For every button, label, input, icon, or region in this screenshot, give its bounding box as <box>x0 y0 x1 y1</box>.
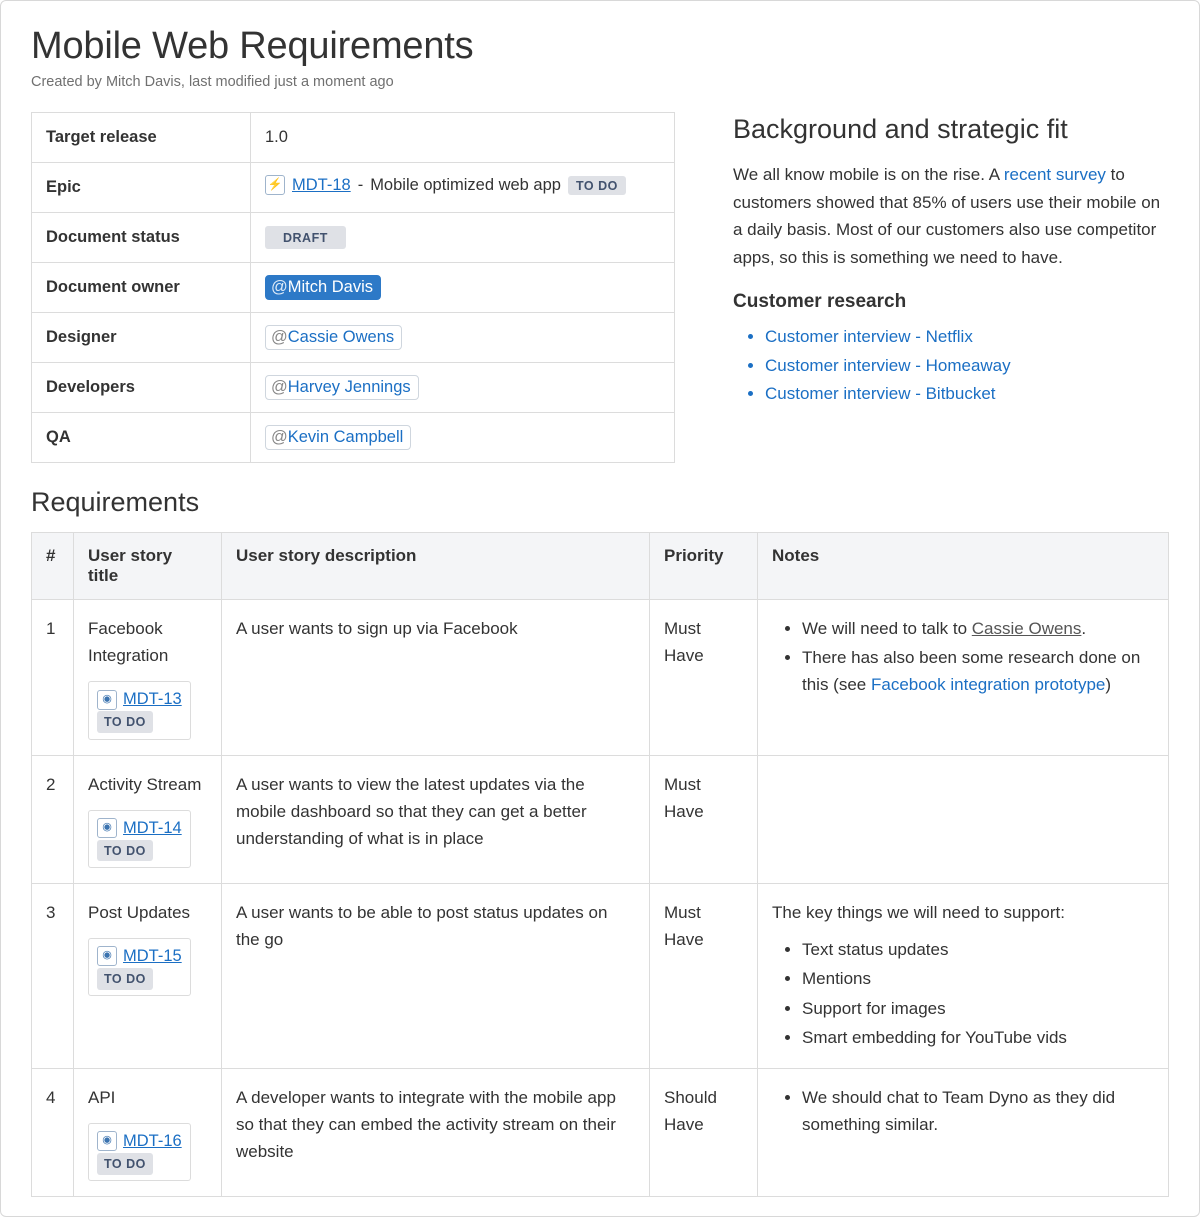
at-symbol: @ <box>271 328 288 346</box>
row-number: 2 <box>32 755 74 883</box>
column-header-description: User story description <box>222 533 650 600</box>
notes-list <box>772 615 1154 699</box>
property-label: Document owner <box>32 263 251 313</box>
row-number: 4 <box>32 1068 74 1196</box>
separator: - <box>357 175 364 194</box>
jira-card-row <box>97 688 182 710</box>
note-text: We will need to talk to <box>802 619 972 638</box>
epic-bolt-icon <box>265 175 285 195</box>
background-heading: Background and strategic fit <box>733 114 1068 144</box>
background-text-lead: We all know mobile is on the rise. A <box>733 165 1004 184</box>
requirements-heading: Requirements <box>31 487 200 517</box>
column-header-title: User story title <box>74 533 222 600</box>
at-symbol: @ <box>271 278 288 296</box>
prototype-link[interactable]: Facebook integration prototype <box>870 675 1106 695</box>
jira-card-row <box>97 1130 182 1152</box>
jira-story-card[interactable] <box>88 1123 191 1181</box>
row-description: A user wants to be able to post status updates on the go <box>222 883 650 1068</box>
property-value-qa <box>251 413 675 463</box>
row-priority: Should Have <box>650 1068 758 1196</box>
mention-name: Cassie Owens <box>287 328 395 346</box>
jira-story-card[interactable] <box>88 681 191 739</box>
customer-research-heading: Customer research <box>733 291 907 313</box>
jira-issue-key-link[interactable]: MDT-15 <box>123 947 182 966</box>
page-title: Mobile Web Requirements <box>31 25 474 67</box>
jira-issue-key-link[interactable]: MDT-14 <box>123 818 182 837</box>
story-title-text: Post Updates <box>88 902 191 922</box>
jira-card-status-row <box>97 712 153 731</box>
row-title <box>74 1068 222 1196</box>
epic-summary: Mobile optimized web app <box>370 175 561 194</box>
row-priority: Must Have <box>650 883 758 1068</box>
note-text: There has also been some research done on this (see <box>802 648 1141 695</box>
table-row <box>32 1068 1169 1196</box>
mention-chip[interactable] <box>265 275 381 300</box>
table-header-row <box>32 533 1169 600</box>
story-title-text: Activity Stream <box>88 774 202 794</box>
background-text-tail: to customers showed that 85% of users use their mobile on a daily basis. Most of our customers also use competitor apps, so this is something we need to have. <box>733 165 1161 267</box>
list-item: • Mentions <box>802 965 1154 992</box>
jira-issue-key-link[interactable]: MDT-18 <box>292 175 351 194</box>
story-icon <box>97 946 117 966</box>
jira-card-row <box>97 945 182 967</box>
property-label: Designer <box>32 313 251 363</box>
list-item <box>802 644 1154 698</box>
property-label: Developers <box>32 363 251 413</box>
property-value-developers <box>251 363 675 413</box>
property-value-document-owner <box>251 263 675 313</box>
story-title-text: API <box>88 1087 116 1107</box>
column-header-number: # <box>32 533 74 600</box>
jira-issue-key-link[interactable]: MDT-16 <box>123 1132 182 1151</box>
jira-card-status-row <box>97 968 153 987</box>
list-item <box>765 323 1169 352</box>
story-icon <box>97 1131 117 1151</box>
story-title-text: Facebook Integration <box>88 619 169 666</box>
requirements-table <box>31 532 1169 1197</box>
property-value-designer <box>251 313 675 363</box>
table-row <box>32 883 1169 1068</box>
list-item <box>802 615 1154 642</box>
row-description: A user wants to sign up via Facebook <box>222 600 650 756</box>
document-properties-table <box>31 112 675 463</box>
jira-issue-chip[interactable] <box>265 175 626 195</box>
property-value-target-release: 1.0 <box>251 113 675 163</box>
table-row <box>32 213 675 263</box>
status-badge: TO DO <box>97 1153 153 1175</box>
jira-card-status-row <box>97 840 153 859</box>
at-symbol: @ <box>271 378 288 396</box>
table-row <box>32 163 675 213</box>
row-notes <box>758 755 1169 883</box>
row-description: A developer wants to integrate with the mobile app so that they can embed the activity stream on their website <box>222 1068 650 1196</box>
notes-list <box>772 1084 1154 1138</box>
list-item: • Smart embedding for YouTube vids <box>802 1024 1154 1051</box>
customer-interview-link[interactable]: Customer interview - Homeaway <box>765 355 1011 375</box>
customer-research-list <box>733 323 1169 409</box>
story-icon <box>97 690 117 710</box>
customer-interview-link[interactable]: Customer interview - Bitbucket <box>765 384 996 404</box>
table-row <box>32 600 1169 756</box>
status-badge: TO DO <box>97 711 153 733</box>
background-paragraph <box>733 161 1169 271</box>
property-value-epic <box>251 163 675 213</box>
story-icon <box>97 818 117 838</box>
list-item <box>765 380 1169 409</box>
jira-card-status-row <box>97 1153 153 1172</box>
notes-list <box>772 936 1154 1051</box>
row-number: 3 <box>32 883 74 1068</box>
row-number: 1 <box>32 600 74 756</box>
row-priority: Must Have <box>650 755 758 883</box>
customer-interview-link[interactable]: Customer interview - Netflix <box>765 327 973 347</box>
mention-name: Cassie Owens <box>971 619 1082 638</box>
mention-name: Kevin Campbell <box>287 428 404 446</box>
list-item: • We should chat to Team Dyno as they did something similar. <box>802 1084 1154 1138</box>
list-item <box>765 352 1169 381</box>
note-text-end: ) <box>1105 675 1112 695</box>
mention-chip[interactable] <box>265 325 402 350</box>
status-badge: DRAFT <box>265 226 346 249</box>
table-row <box>32 263 675 313</box>
property-value-document-status <box>251 213 675 263</box>
row-notes <box>758 883 1169 1068</box>
mention-chip[interactable] <box>265 375 419 400</box>
status-badge: TO DO <box>97 840 153 862</box>
property-label: QA <box>32 413 251 463</box>
top-columns <box>31 112 1169 463</box>
table-row <box>32 755 1169 883</box>
row-title <box>74 755 222 883</box>
list-item: • Text status updates <box>802 936 1154 963</box>
status-badge: TO DO <box>97 968 153 990</box>
row-description: A user wants to view the latest updates via the mobile dashboard so that they can get a better understanding of what is in place <box>222 755 650 883</box>
mention-chip[interactable] <box>265 425 411 450</box>
notes-intro: The key things we will need to support: <box>772 902 1065 922</box>
row-title <box>74 883 222 1068</box>
table-row <box>32 413 675 463</box>
row-title <box>74 600 222 756</box>
jira-issue-key-link[interactable]: MDT-13 <box>123 690 182 709</box>
property-label: Document status <box>32 213 251 263</box>
column-header-priority: Priority <box>650 533 758 600</box>
mention-name: Harvey Jennings <box>287 378 411 396</box>
row-notes <box>758 1068 1169 1196</box>
status-badge: TO DO <box>568 176 626 195</box>
column-header-notes: Notes <box>758 533 1169 600</box>
row-priority: Must Have <box>650 600 758 756</box>
byline: Created by Mitch Davis, last modified just a moment ago <box>31 74 394 90</box>
recent-survey-link[interactable]: recent survey <box>1003 165 1106 184</box>
list-item: • Support for images <box>802 995 1154 1022</box>
note-text-end: . <box>1081 619 1087 638</box>
property-label: Target release <box>32 113 251 163</box>
jira-card-row <box>97 817 182 839</box>
row-notes <box>758 600 1169 756</box>
info-column <box>31 112 675 463</box>
table-row <box>32 313 675 363</box>
property-label: Epic <box>32 163 251 213</box>
mention-name: Mitch Davis <box>287 278 374 296</box>
jira-story-card[interactable] <box>88 810 191 868</box>
at-symbol: @ <box>271 428 288 446</box>
background-column <box>675 112 1169 409</box>
table-row <box>32 363 675 413</box>
jira-story-card[interactable] <box>88 938 191 996</box>
table-row <box>32 113 675 163</box>
